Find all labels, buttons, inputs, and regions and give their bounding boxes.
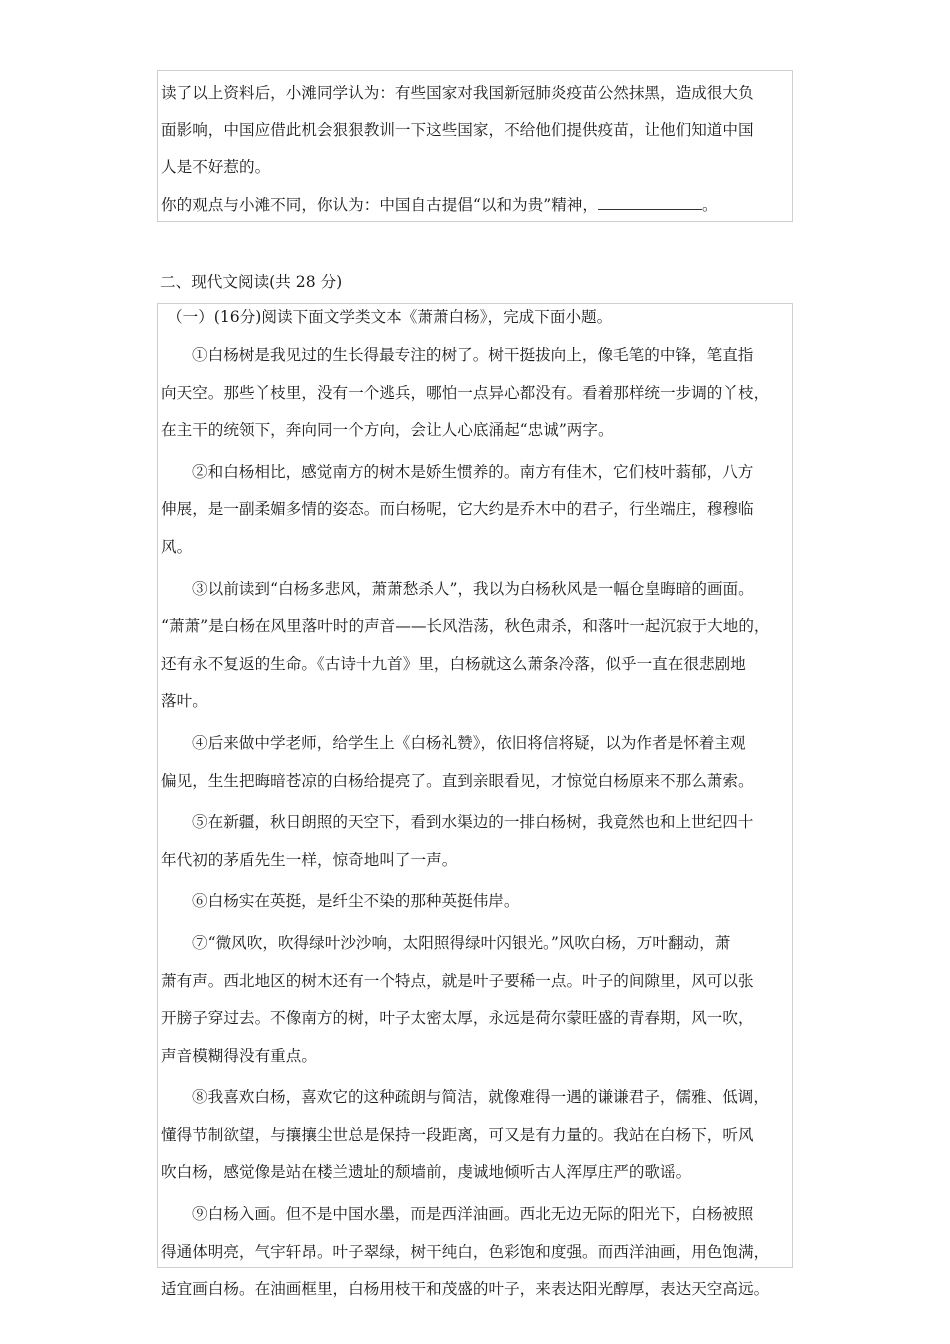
passage-paragraph-7 xyxy=(161,925,792,1075)
text-line: 年代初的茅盾先生一样，惊奇地叫了一声。 xyxy=(161,850,458,869)
text-line: ②和白杨相比，感觉南方的树木是娇生惯养的。南方有佳木，它们枝叶蓊郁，八方 xyxy=(192,462,754,481)
text-line: 在主干的统领下，奔向同一个方向，会让人心底涌起“忠诚”两字。 xyxy=(161,421,614,440)
passage-paragraph-2 xyxy=(161,454,792,567)
passage-paragraph-6 xyxy=(161,883,792,921)
text-line: 适宜画白杨。在油画框里，白杨用枝干和茂盛的叶子，来表达阳光醇厚，表达天空高远。 xyxy=(161,1280,770,1299)
text-line: 偏见，生生把晦暗苍凉的白杨给提亮了。直到亲眼看见，才惊觉白杨原来不那么萧索。 xyxy=(161,771,754,790)
text-line: ⑧我喜欢白杨，喜欢它的这种疏朗与简洁，就像难得一遇的谦谦君子，儒雅、低调， xyxy=(192,1088,769,1107)
text-line: 得通体明亮，气宇轩昂。叶子翠绿，树干纯白，色彩饱和度强。而西洋油画，用色饱满， xyxy=(161,1242,770,1261)
answer-blank[interactable] xyxy=(598,195,702,210)
text-line: ⑥白杨实在英挺，是纤尘不染的那种英挺伟岸。 xyxy=(192,892,520,911)
question-box xyxy=(157,70,793,222)
question-paragraph xyxy=(161,75,792,187)
reading-passage-box xyxy=(157,303,793,1299)
passage-paragraph-1 xyxy=(161,337,792,450)
text-line: 落叶。 xyxy=(161,692,208,711)
text-line: 读了以上资料后，小滩同学认为：有些国家对我国新冠肺炎疫苗公然抹黑，造成很大负 xyxy=(161,84,754,102)
text-line: ④后来做中学老师，给学生上《白杨礼赞》，依旧将信将疑，以为作者是怀着主观 xyxy=(192,733,746,752)
text-line: ③以前读到“白杨多悲风，萧萧愁杀人”，我以为白杨秋风是一幅仓皇晦暗的画面。 xyxy=(192,579,754,598)
passage-paragraph-8 xyxy=(161,1079,792,1192)
text-line: 还有永不复返的生命。《古诗十九首》里，白杨就这么萧条冷落，似乎一直在很悲剧地 xyxy=(161,654,746,673)
text-line: ⑦“微风吹，吹得绿叶沙沙响，太阳照得绿叶闪银光。”风吹白杨，万叶翻动，萧 xyxy=(192,933,731,952)
answer-prompt-text: 你的观点与小滩不同，你认为：中国自古提倡“以和为贵”精神， xyxy=(161,195,598,214)
text-line: 向天空。那些丫枝里，没有一个逃兵，哪怕一点异心都没有。看着那样统一步调的丫枝， xyxy=(161,383,770,402)
text-line: 人是不好惹的。 xyxy=(161,158,271,177)
passage-paragraph-9 xyxy=(161,1196,792,1309)
text-line: 懂得节制欲望，与攘攘尘世总是保持一段距离，可又是有力量的。我站在白杨下，听风 xyxy=(161,1125,754,1144)
passage-body xyxy=(161,337,792,1309)
text-line: “萧萧”是白杨在风里落叶时的声音——长风浩荡，秋色肃杀，和落叶一起沉寂于大地的， xyxy=(161,617,770,636)
text-line: 伸展，是一副柔媚多情的姿态。而白杨呢，它大约是乔木中的君子，行坐端庄，穆穆临 xyxy=(161,500,754,519)
passage-paragraph-5 xyxy=(161,804,792,879)
text-line: ⑨白杨入画。但不是中国水墨，而是西洋油画。西北无边无际的阳光下，白杨被照 xyxy=(192,1205,754,1224)
passage-paragraph-4 xyxy=(161,725,792,800)
text-line: 吹白杨，感觉像是站在楼兰遗址的颓墙前，虔诚地倾听古人浑厚庄严的歌谣。 xyxy=(161,1163,692,1182)
section-heading: 二、现代文阅读(共 28 分) xyxy=(160,273,343,291)
text-line: 开膀子穿过去。不像南方的树，叶子太密太厚，永远是荷尔蒙旺盛的青春期，风一吹， xyxy=(161,1009,754,1028)
answer-prompt xyxy=(161,187,792,224)
passage-intro: （一）(16分)阅读下面文学类文本《萧萧白杨》，完成下面小题。 xyxy=(167,308,613,326)
text-line: 萧有声。西北地区的树木还有一个特点，就是叶子要稀一点。叶子的间隙里，风可以张 xyxy=(161,971,754,990)
text-line: 风。 xyxy=(161,537,193,556)
text-line: ①白杨树是我见过的生长得最专注的树了。树干挺拔向上，像毛笔的中锋，笔直指 xyxy=(192,346,754,364)
passage-paragraph-3 xyxy=(161,571,792,721)
text-line: ⑤在新疆，秋日朗照的天空下，看到水渠边的一排白杨树，我竟然也和上世纪四十 xyxy=(192,813,754,832)
text-line: 声音模糊得没有重点。 xyxy=(161,1046,317,1065)
answer-prompt-end: 。 xyxy=(701,195,718,214)
text-line: 面影响，中国应借此机会狠狠教训一下这些国家，不给他们提供疫苗，让他们知道中国 xyxy=(161,121,754,140)
